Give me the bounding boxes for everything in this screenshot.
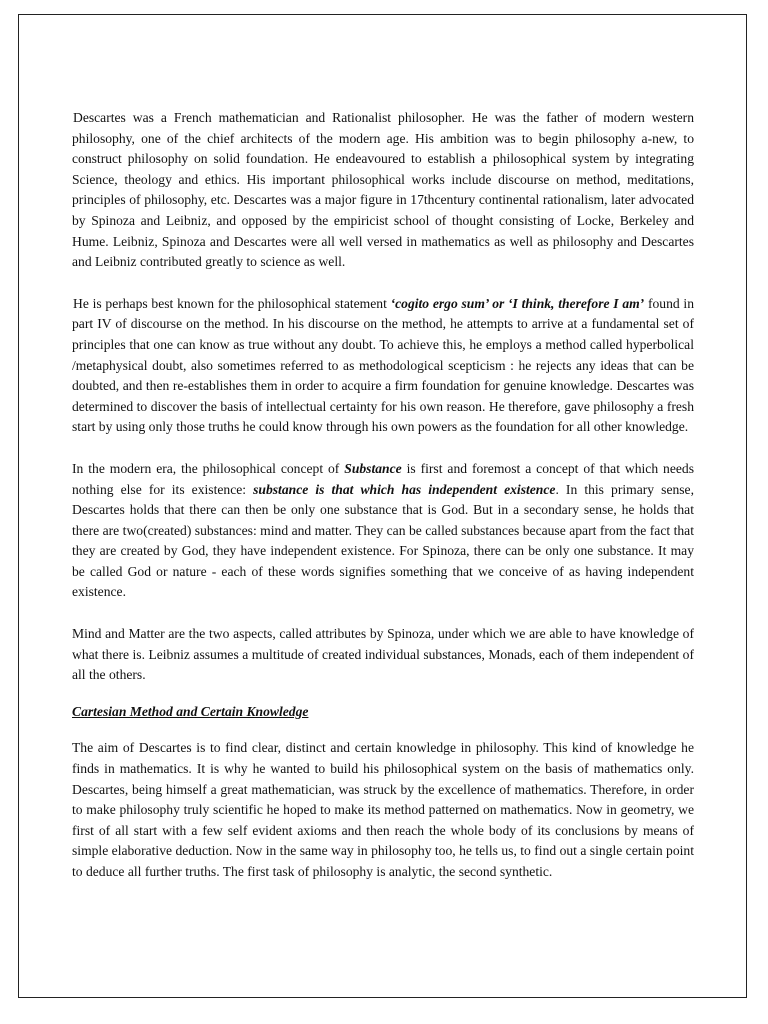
paragraph-substance-text-a: In the modern era, the philosophical concept of — [72, 460, 345, 476]
document-body — [72, 108, 694, 883]
paragraph-cogito-text-b: found in part IV of discourse on the method. In his discourse on the method, he attempts to arrive at a fundamental set of principles that one can know as true without any doubt. To achieve this, he employs a method called hyperbolical /metaphysical doubt, also sometimes referred to as methodological scepticism : he rejects any ideas that can be doubted, and then re-establishes them in order to acquire a firm foundation for genuine knowledge. Descartes was determined to discover the basis of intellectual certainty for his own reason. He therefore, gave philosophy a fresh start by using only those truths he could know through his own powers as the foundation for all other knowledge. — [72, 295, 694, 435]
paragraph-substance-text-c: . In this primary sense, Descartes holds that there can then be only one substance that is God. But in a secondary sense, he holds that there are two(created) substances: mind and matter. They can be called substances because apart from the fact that they are created by God, they have independent existence. For Spinoza, there can be only one substance. It may be called God or nature - each of these words signifies something that we conceive of as having independent existence. — [72, 481, 694, 600]
paragraph-cartesian-method: The aim of Descartes is to find clear, distinct and certain knowledge in philosophy. This kind of knowledge he finds in mathematics. It is why he wanted to build his philosophical system on the basis of mathematics only. Descartes, being himself a great mathematician, was struck by the excellence of mathematics. Therefore, in order to make philosophy truly scientific he hoped to make its method patterned on mathematics. Now in geometry, we first of all start with a few self evident axioms and then reach the whole body of its conclusions by means of simple elaborative deduction. Now in the same way in philosophy too, he tells us, to find out a single certain point to deduce all further truths. The first task of philosophy is analytic, the second synthetic. — [72, 740, 694, 879]
substance-definition: substance is that which has independent existence — [253, 481, 556, 497]
paragraph-descartes-intro: Descartes was a French mathematician and Rationalist philosopher. He was the father of modern western philosophy, one of the chief architects of the modern age. His ambition was to begin philosophy a-new, to construct philosophy on solid foundation. He endeavoured to establish a philosophical system by integrating Science, theology and ethics. His important philosophical works include discourse on method, meditations, principles of philosophy, etc. Descartes was a major figure in 17thcentury continental rationalism, later advocated by Spinoza and Leibniz, and opposed by the empiricist school of thought consisting of Locke, Berkeley and Hume. Leibniz, Spinoza and Descartes were all well versed in mathematics as well as philosophy and Descartes and Leibniz contributed greatly to science as well. — [72, 110, 694, 270]
paragraph-gap — [72, 686, 694, 702]
paragraph-cogito-text-a: He is perhaps best known for the philosophical statement — [73, 295, 391, 311]
paragraph-gap — [72, 603, 694, 624]
paragraph-gap — [72, 438, 694, 459]
paragraph-cogito — [72, 294, 694, 438]
substance-term: Substance — [344, 460, 402, 476]
section-heading: Cartesian Method and Certain Knowledge — [72, 703, 309, 719]
paragraph-mind-matter: Mind and Matter are the two aspects, called attributes by Spinoza, under which we are able to have knowledge of what there is. Leibniz assumes a multitude of created individual substances, Monads, each of them independent of all the others. — [72, 626, 694, 683]
cogito-quote: ‘cogito ergo sum’ or ‘I think, therefore I am’ — [390, 295, 645, 311]
paragraph-substance — [72, 459, 694, 603]
paragraph-gap — [72, 722, 694, 738]
paragraph-gap — [72, 273, 694, 294]
paragraph-substance-text-b: is first and foremost a concept of that which needs nothing else for its existence: — [72, 460, 694, 497]
